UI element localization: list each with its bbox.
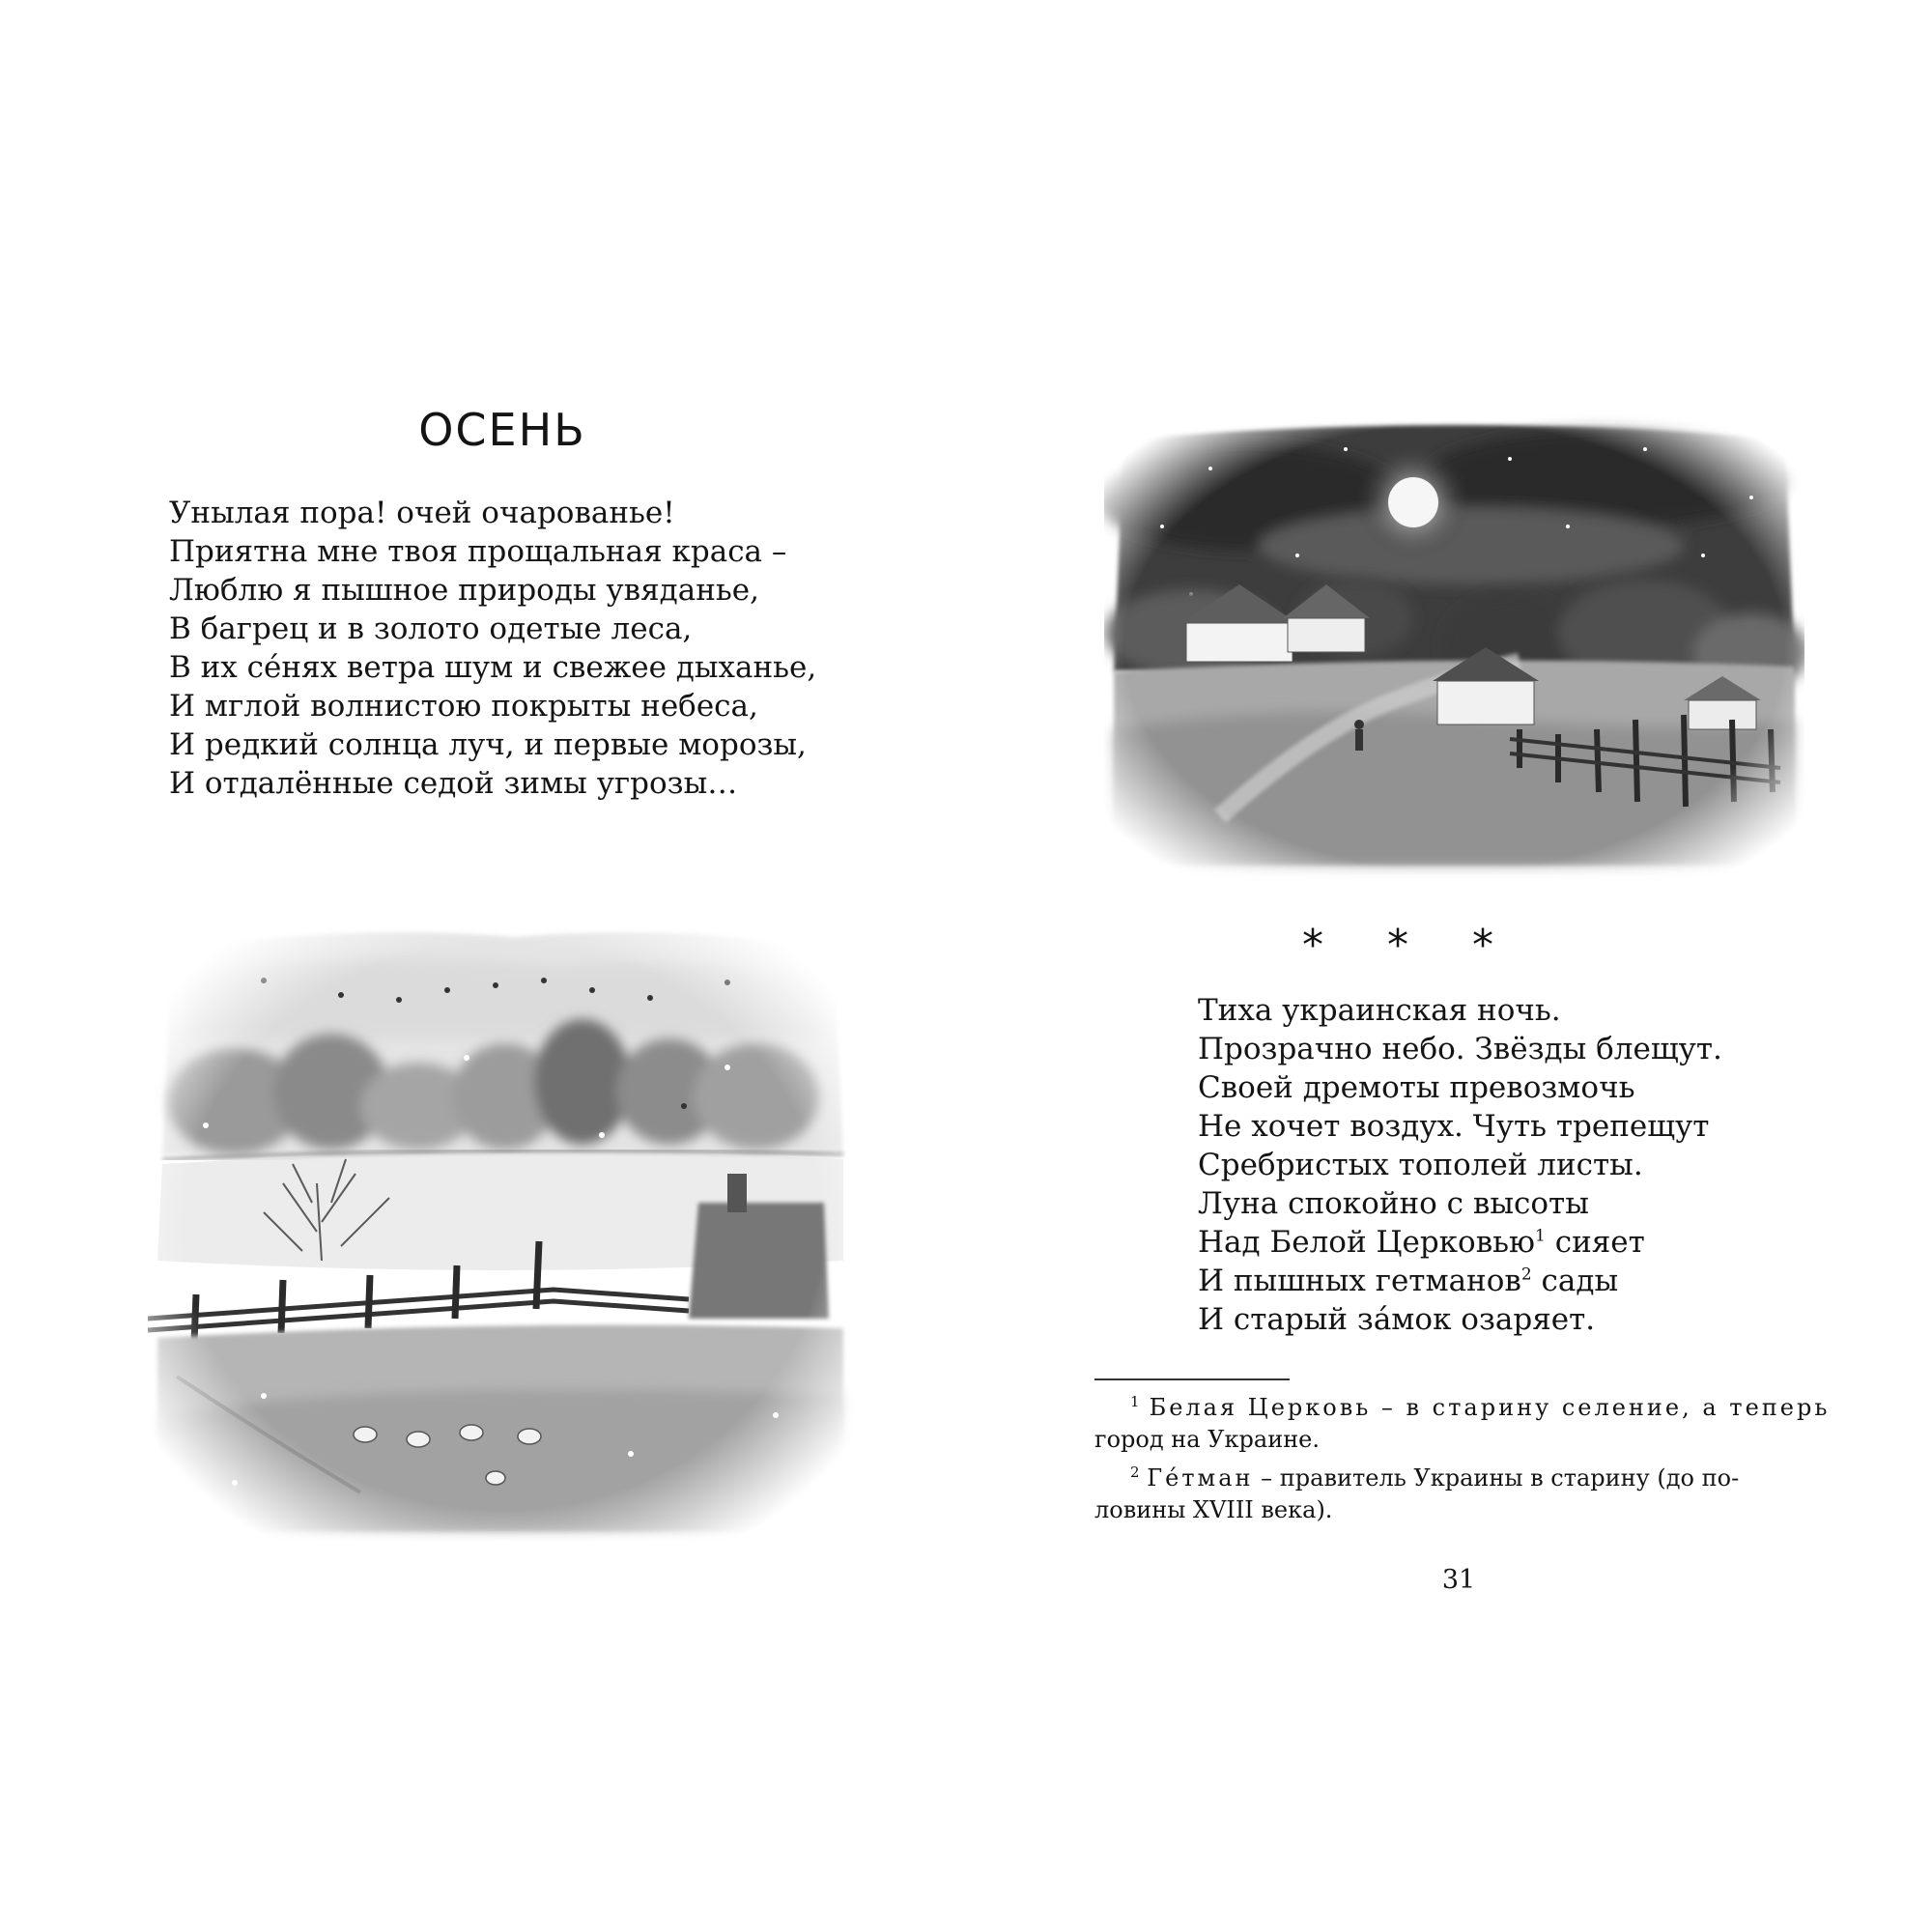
poem-line: И мглой волнистою покрыты небеса, (169, 689, 758, 724)
poem-text: И пышных гетманов (1198, 1264, 1521, 1298)
page-number: 31 (1441, 1565, 1476, 1595)
footnote-2-continuation: ловины XVIII века). (1094, 1496, 1333, 1523)
poem-line: И отдалённые седой зимы угрозы… (169, 766, 738, 801)
poem-line (1198, 1262, 1722, 1300)
poem-line: В их се́нях ветра шум и свежее дыханье, (169, 650, 817, 685)
poem-line: Прозрачно небо. Звёзды блещут. (1198, 1032, 1722, 1066)
footnote-term: Ге́тман (1147, 1464, 1254, 1492)
poem-line: И редкий солнца луч, и первые морозы, (169, 727, 807, 762)
section-separator: * * * (1302, 921, 1519, 970)
autumn-poem (169, 494, 816, 803)
footnote-divider (1094, 1378, 1290, 1380)
autumn-landscape-illustration (148, 913, 858, 1541)
poem-text: сияет (1545, 1225, 1645, 1260)
footnote-text: Белая Церковь – в старину селение, а теперь (1149, 1394, 1831, 1421)
poem-line: Луна спокойно с высоты (1198, 1186, 1589, 1221)
poem-line: Сребристых тополей листы. (1198, 1148, 1643, 1182)
poem-line: Приятна мне твоя прощальная краса – (169, 534, 787, 569)
footnote-marker: 1 (1535, 1226, 1546, 1246)
poem-title: ОСЕНЬ (418, 404, 586, 456)
footnote-text: – правитель Украины в старину (до по- (1253, 1464, 1740, 1492)
night-poem (1198, 991, 1722, 1339)
poem-text: сады (1531, 1264, 1619, 1298)
poem-line: Не хочет воздух. Чуть трепещут (1198, 1109, 1710, 1144)
poem-line (1198, 1223, 1722, 1262)
footnote-2 (1130, 1463, 1739, 1493)
poem-line: Тиха украинская ночь. (1198, 993, 1561, 1028)
footnote-1 (1130, 1392, 1830, 1423)
footnote-number: 1 (1130, 1393, 1141, 1410)
poem-line: Люблю я пышное природы увяданье, (169, 573, 759, 608)
poem-line: Своей дремоты превозмочь (1198, 1070, 1635, 1105)
poem-line: В багрец и в золото одетые леса, (169, 611, 693, 646)
poem-text: Над Белой Церковью (1198, 1225, 1536, 1260)
poem-line: И старый за́мок озаряет. (1198, 1302, 1596, 1337)
footnote-marker: 2 (1520, 1264, 1532, 1285)
footnote-number: 2 (1130, 1463, 1140, 1481)
poem-line: Унылая пора! очей очарованье! (169, 496, 675, 530)
night-village-illustration (1104, 411, 1804, 884)
footnote-1-continuation: город на Украине. (1094, 1426, 1321, 1453)
